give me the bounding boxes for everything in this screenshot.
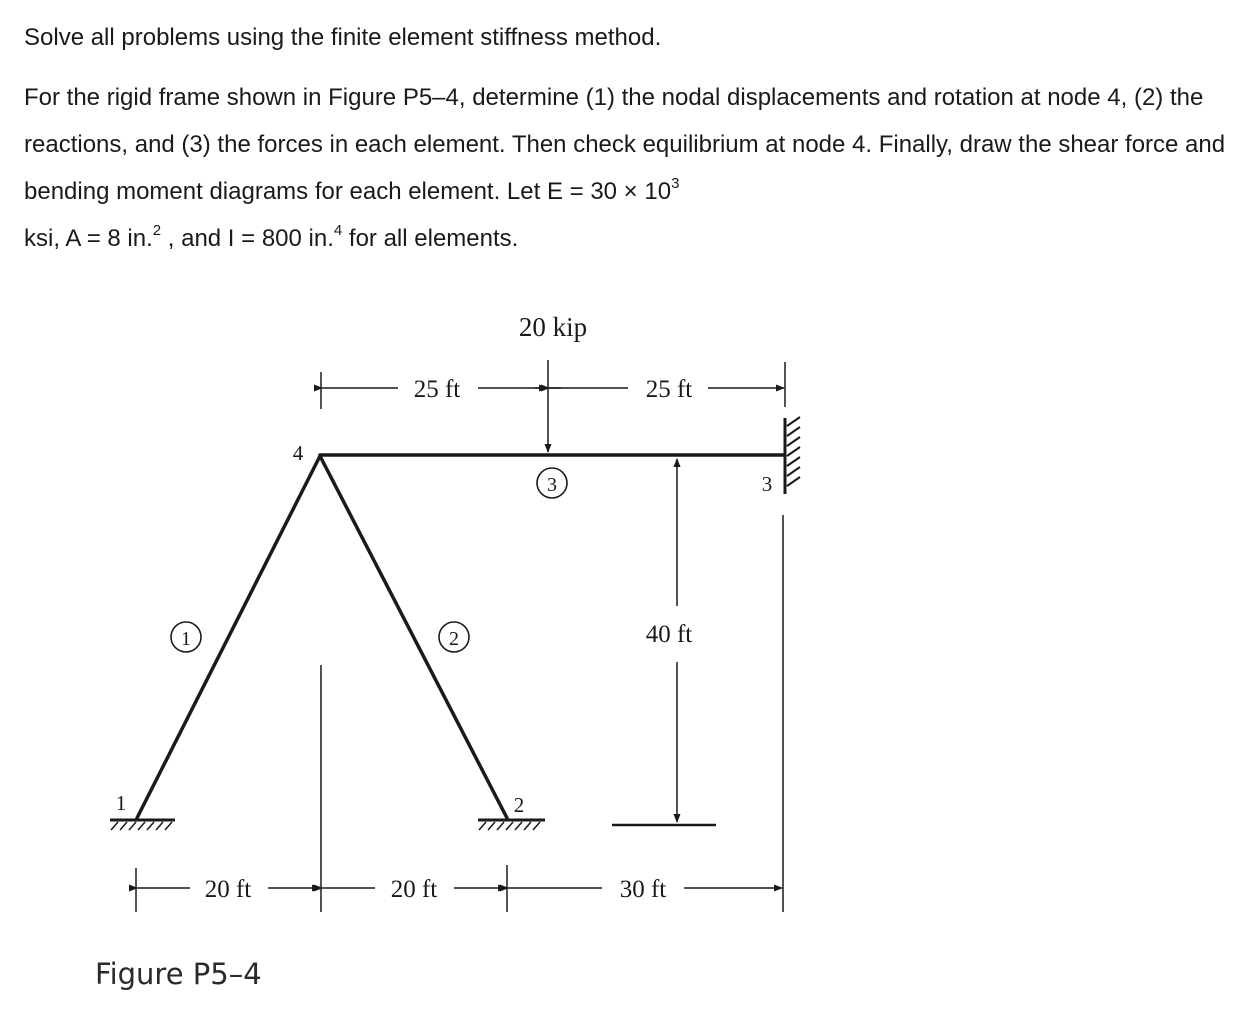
pin-support-node-2 — [478, 820, 545, 830]
e-exponent: 3 — [671, 175, 680, 192]
problem-text-1: For the rigid frame shown in Figure P5–4, determine (1) the nodal displacements and rotation at node 4, (2) the reactions, and (3) the forces in each element. Then check equilibrium at node 4. Finally, draw the shear force and bending moment diagrams for each element. Let E = 30 × 10 — [24, 84, 1226, 205]
load-label: 20 kip — [518, 312, 588, 342]
figure-caption: Figure P5–4 — [95, 957, 262, 991]
element-number-2: 2 — [449, 628, 459, 650]
problem-text-4: for all elements. — [342, 225, 519, 252]
fixed-support-node-3 — [785, 417, 800, 494]
node-label-1: 1 — [115, 791, 127, 815]
element-number-3: 3 — [547, 474, 557, 496]
element-1-member — [137, 456, 320, 818]
element-label-2 — [439, 622, 469, 652]
dim-bottom-2: 20 ft — [390, 876, 438, 903]
element-2-member — [320, 456, 507, 818]
element-number-1: 1 — [181, 628, 191, 650]
node-label-4: 4 — [292, 441, 304, 465]
dim-top-left: 25 ft — [413, 376, 461, 403]
dim-height: 40 ft — [645, 621, 693, 648]
dim-top-right: 25 ft — [645, 376, 693, 403]
node-label-3: 3 — [761, 472, 773, 496]
problem-text-2: ksi, A = 8 in. — [24, 225, 153, 252]
bottom-dimension-lines — [136, 515, 783, 912]
i-exponent: 4 — [333, 222, 343, 239]
top-dimension-lines — [321, 362, 785, 409]
node-label-2: 2 — [513, 793, 525, 817]
dim-bottom-1: 20 ft — [204, 876, 252, 903]
a-exponent: 2 — [152, 222, 162, 239]
element-label-3 — [537, 468, 567, 498]
dim-bottom-3: 30 ft — [619, 876, 667, 903]
pin-support-node-1 — [110, 820, 175, 830]
element-label-1 — [171, 622, 201, 652]
problem-text-3: , and I = 800 in. — [161, 225, 334, 252]
instruction-text: Solve all problems using the finite element stiffness method. — [24, 24, 662, 51]
